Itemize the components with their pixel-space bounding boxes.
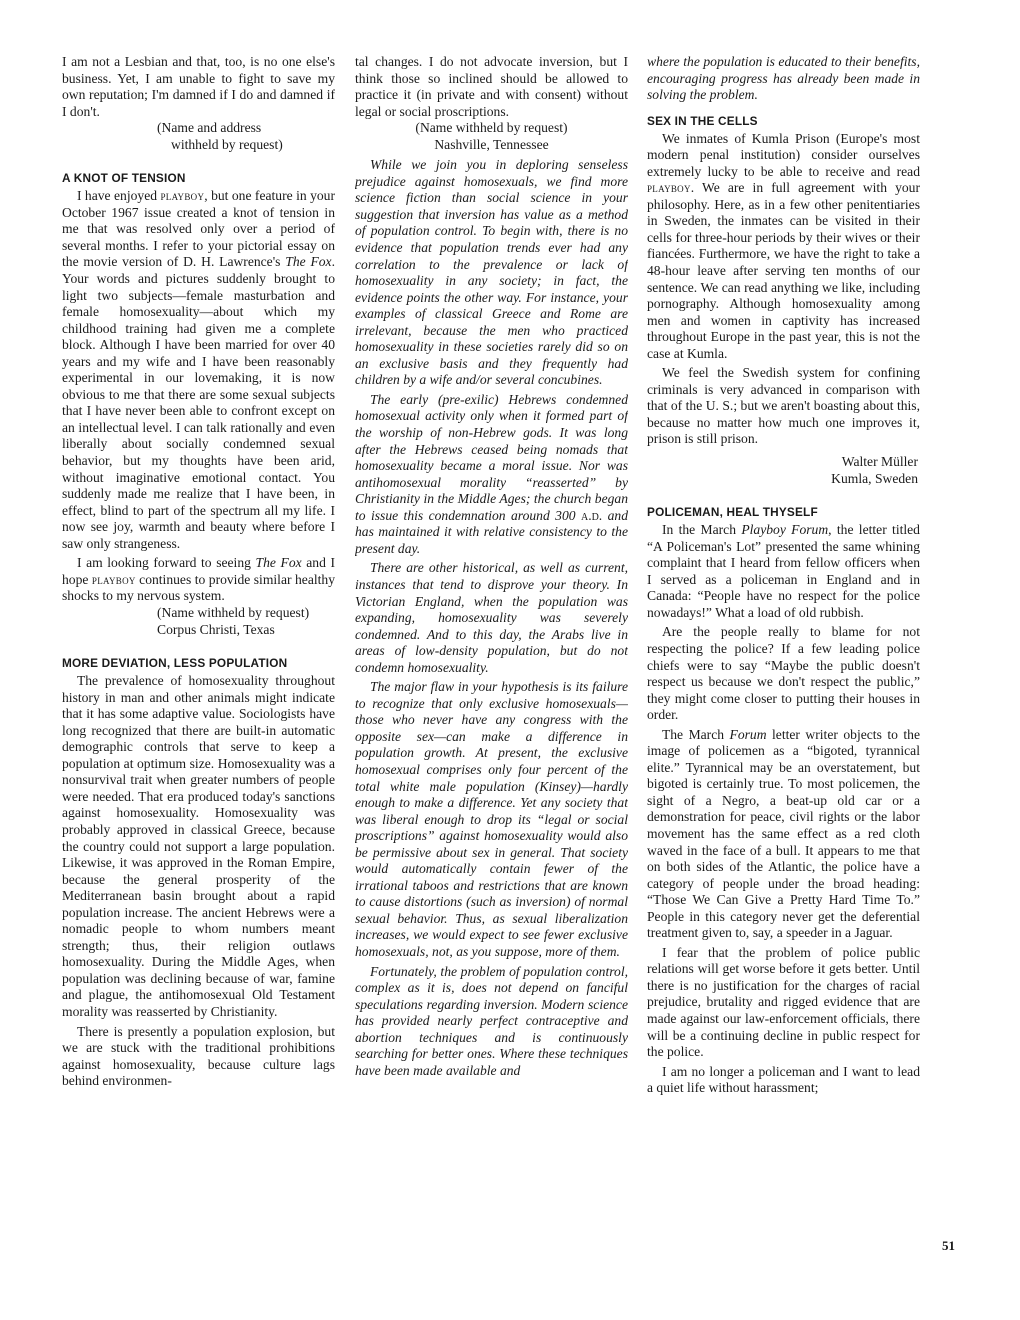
signature-line: (Name withheld by request) xyxy=(415,120,568,136)
page-number: 51 xyxy=(942,1238,955,1253)
signature-line: Walter Müller xyxy=(841,454,918,470)
body-paragraph: Are the people really to blame for not respecting the police? If a few leading police chiefs were to say “Maybe the public doesn't respect us because we don't respect the public,” they might come closer to putting their houses in order. xyxy=(647,624,920,723)
column-1 xyxy=(62,54,335,1300)
section-heading-knot-of-tension: A KNOT OF TENSION xyxy=(62,171,186,186)
editor-reply-paragraph: The major flaw in your hypothesis is its failure to recognize that only exclusive homosexuals—those who never have any congress with the opposite sex—can make a difference in population growth. At present, the exclusive homosexual comprises only four percent of the total white male population (Kinsey)—hardly enough to make a difference. Yet any society that was liberal enough to drop its “legal or social proscriptions” against homosexuality would also be permissive about sex in general. That society would automatically contain fewer of the irrational taboos and restrictions that are known to cause distortions (such as inversion) of normal sexual behavior. Thus, as sexual liberalization increases, we would expect to see fewer exclusive homosexuals, not, as you suppose, more of them. xyxy=(355,679,628,959)
editor-reply-paragraph: While we join you in deploring senseless prejudice against homosexuals, we find more science fiction than social science in your suggestion that inversion has value as a method of population control. To begin with, there is no evidence that population trends ever had any correlation to the prevalence or lack of homosexuality in any society; in fact, the evidence points the other way. For instance, your examples of classical Greece and Rome are irrelevant, because the men who practiced homosexuality in these societies rarely did so on an exclusive basis and they frequently had children by a wife and/or several concubines. xyxy=(355,157,628,388)
editor-reply-paragraph: where the population is educated to their benefits, encouraging progress has already been made in solving the problem. xyxy=(647,54,920,103)
letter-closing-paragraph: I am not a Lesbian and that, too, is no one else's business. Yet, I am unable to fight to save my own reputation; I'm damned if I do and damned if I don't. xyxy=(62,54,335,119)
signature-block xyxy=(62,120,335,153)
section-heading-sex-in-the-cells: SEX IN THE CELLS xyxy=(647,113,758,128)
body-paragraph: The prevalence of homosexuality throughout history in man and other animals might indicate that it has some adaptive value. Sociologists have long recognized that there are built-in automatic demographic controls that serve to keep a population at optimum size. Homosexuality was a nonsurvival trait when greater numbers of people were needed. That era produced today's sanctions against homosexuality. Homosexuality was probably approved in classical Greece, because the country could not support a large population. Likewise, it was approved in the Roman Empire, because the general prosperity of the Mediterranean basin brought about a rapid population increase. The ancient Hebrews were a nomadic people to whom numbers meant strength; thus, their religion outlaws homosexuality. During the Middle Ages, when population was declining because of war, famine and plague, the antihomosexual Old Testament morality was reasserted by Christianity. xyxy=(62,673,335,1019)
column-3 xyxy=(647,54,920,1300)
editor-reply-paragraph: Fortunately, the problem of population control, complex as it is, does not depend on fanciful speculations regarding inversion. Modern science has provided nearly perfect contraceptive and abortion techniques and is continuously searching for better ones. Where these techniques have been made available and xyxy=(355,963,628,1078)
body-paragraph: We inmates of Kumla Prison (Europe's most modern penal institution) consider ourselves extremely lucky to be able to receive and read playboy. We are in full agreement with your philosophy. Here, as in a few other penitentiaries in Sweden, the inmates can be visited in their cells for three-hour periods by their wives or their fiancées. Furthermore, we have the right to take a 48-hour leave after serving ten months of our sentence. We can read anything we like, including pornography. Although homosexuality among men and women in captivity has increased throughout Europe in the past year, this is not the case at Kumla. xyxy=(647,130,920,361)
signature-line: Nashville, Tennessee xyxy=(434,136,549,152)
signature-line: Kumla, Sweden xyxy=(831,470,918,486)
body-paragraph: I am looking forward to seeing The Fox and I hope playboy continues to provide similar healthy shocks to my nervous system. xyxy=(62,555,335,604)
section-heading-policeman-heal-thyself: POLICEMAN, HEAL THYSELF xyxy=(647,505,818,520)
body-paragraph: We feel the Swedish system for confining criminals is very advanced in comparison with that of the U. S.; but we aren't boasting about this, because no matter how much one improves it, prison is still prison. xyxy=(647,365,920,447)
signature-block xyxy=(62,605,335,638)
signature-line: (Name withheld by request) xyxy=(157,604,310,620)
signature-block xyxy=(647,454,920,487)
signature-block xyxy=(355,120,628,153)
body-paragraph: In the March Playboy Forum, the letter titled “A Policeman's Lot” presented the same whining complaint that I heard from fellow officers when I served as a policeman in England and in Canada: “People have no respect for the police nowadays!” What a load of old rubbish. xyxy=(647,522,920,620)
editor-reply-paragraph: The early (pre-exilic) Hebrews condemned homosexual activity only when it formed part of the worship of non-Hebrew gods. It was long after the Hebrews ceased being nomads that homosexuality became a moral issue. Nor was antihomosexual morality “reasserted” by Christianity in the Middle Ages; the church began to issue this condemnation around 300 a.d. and has maintained it with relative consistency to the present day. xyxy=(355,391,628,556)
signature-line: (Name and address xyxy=(157,120,262,136)
body-paragraph: tal changes. I do not advocate inversion, but I think those so inclined should be allowed to practice it (in private and with consent) without legal or social proscriptions. xyxy=(355,54,628,119)
body-paragraph: The March Forum letter writer objects to the image of policemen as a “bigoted, tyrannical elite.” Tyrannical may be an overstatement, but bigoted is certainly true. To most policemen, the sight of a Negro, a beat-up old car or a demonstration for peace, civil rights or the labor movement has the same effect as a red cloth waved in the face of a bull. It appears to me that on both sides of the Atlantic, the police have a category of people under the broad heading: “Those We Can Give a Pretty Hard Time To.” People in this category never get the deferential treatment given to, say, a speeder in a Jaguar. xyxy=(647,726,920,941)
body-paragraph: I have enjoyed playboy, but one feature in your October 1967 issue created a knot of tension in me that was resolved only over a period of several months. I refer to your pictorial essay on the movie version of D. H. Lawrence's The Fox. Your words and pictures suddenly brought to light two subjects—female masturbation and female homosexuality—about which my childhood training had given me a complete block. Although I have been married for over 40 years and my wife and I have been reasonably experimental in our lovemaking, it is now obvious to me that there are some sexual subjects that I have never been able to confront except on an intellectual level. I can talk rationally and even liberally about socially condemned sexual behavior, but my thoughts have been arid, without imaginative emotional contact. You suddenly made me realize that I have been, in effect, blind to part of the spectrum all my life. I now see joy, warmth and beauty where before I saw only strangeness. xyxy=(62,188,335,551)
signature-line: Corpus Christi, Texas xyxy=(157,621,275,637)
signature-line: withheld by request) xyxy=(171,136,283,152)
section-heading-more-deviation: MORE DEVIATION, LESS POPULATION xyxy=(62,656,288,671)
editor-reply-paragraph: There are other historical, as well as current, instances that tend to disprove your theory. In Victorian England, when the population was expanding, homosexuality was severely condemned. And to this day, the Arabs live in areas of low-density population, but do not condemn homosexuality. xyxy=(355,560,628,675)
column-2 xyxy=(355,54,628,1300)
body-paragraph: There is presently a population explosion, but we are stuck with the traditional prohibitions against homosexuality, because culture lags behind environmen- xyxy=(62,1023,335,1089)
body-paragraph: I am no longer a policeman and I want to lead a quiet life without harassment; xyxy=(647,1063,920,1096)
body-paragraph: I fear that the problem of police public relations will get worse before it gets better. Until there is no justification for the charges of racial prejudice, brutality and rigged evidence that are made against our law-enforcement officials, there will be a continuing decline in public respect for the police. xyxy=(647,944,920,1060)
